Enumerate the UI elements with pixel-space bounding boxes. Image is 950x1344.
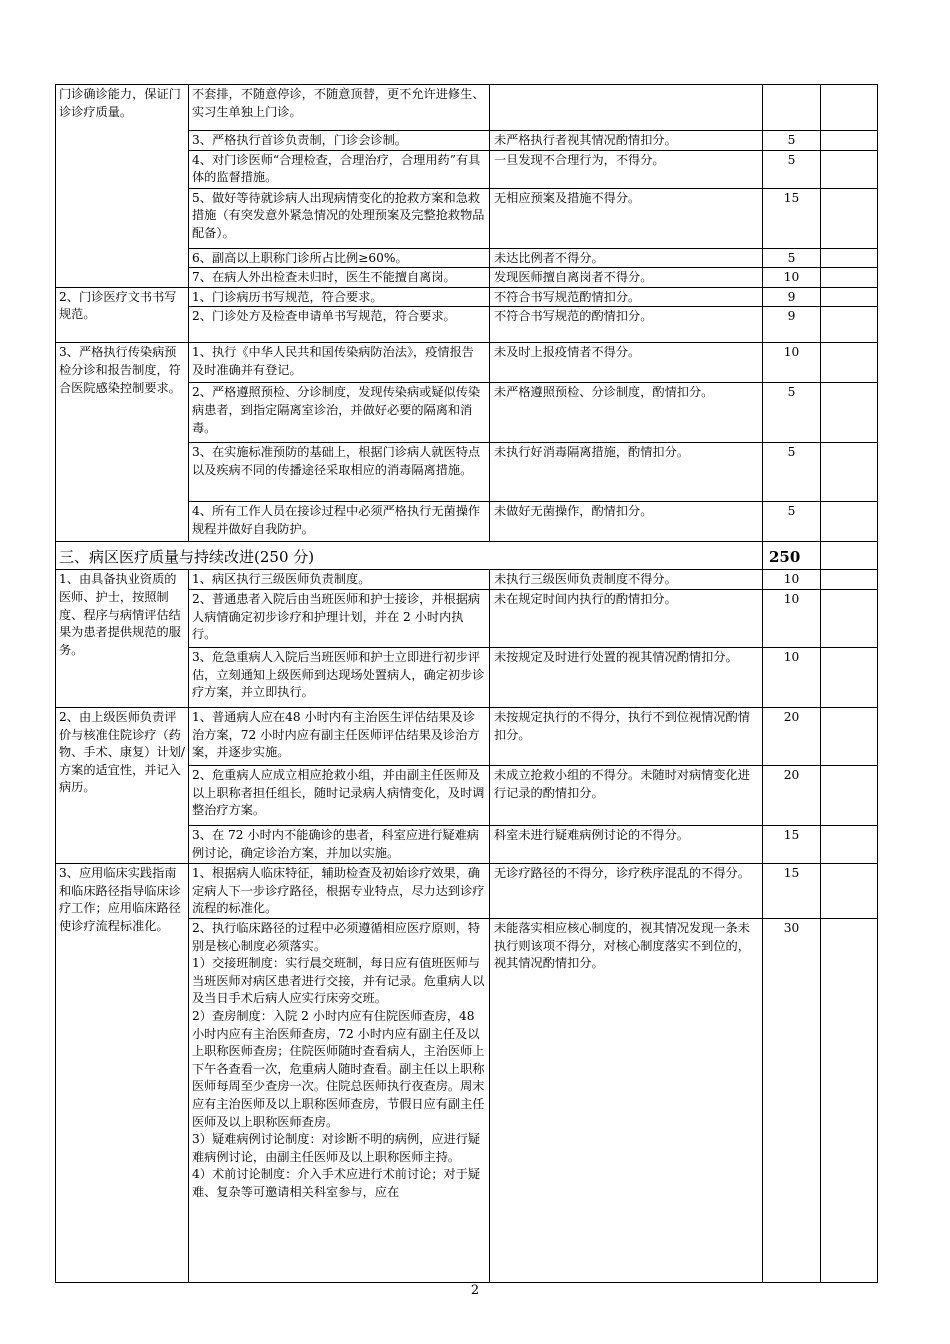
evaluation-table [55, 84, 878, 1283]
evaluation-table-container [55, 84, 877, 1283]
deduction-cell: 无诊疗路径的不得分，诊疗秩序混乱的不得分。 [490, 863, 763, 918]
section-score: 250 [763, 542, 821, 570]
deduction-cell: 未严格遵照预检、分诊制度，酌情扣分。 [490, 383, 763, 443]
blank-cell [821, 383, 878, 443]
deduction-cell: 未及时上报疫情者不得分。 [490, 343, 763, 383]
item-cell: 7、在病人外出检查未归时，医生不能擅自离岗。 [189, 268, 490, 288]
table-row [56, 863, 878, 918]
blank-cell [821, 307, 878, 343]
standard-cell: 3、应用临床实践指南和临床路径指导临床诊疗工作；应用临床路径使诊疗流程标准化。 [56, 863, 189, 1282]
table-row [56, 343, 878, 383]
item-cell: 2、危重病人应成立相应抢救小组，并由副主任医师及以上职称者担任组长，随时记录病人病情变化，及时调整治疗方案。 [189, 765, 490, 825]
deduction-cell: 无相应预案及措施不得分。 [490, 188, 763, 248]
standard-cell: 2、由上级医师负责评价与核准住院诊疗（药物、手术、康复）计划/方案的适宜性，并记入病历。 [56, 707, 189, 863]
deduction-cell [490, 85, 763, 131]
table-row [56, 287, 878, 307]
score-cell: 5 [763, 502, 821, 542]
item-cell: 2、普通患者入院后由当班医师和护士接诊，并根据病人病情确定初步诊疗和护理计划，并在 2 小时内执行。 [189, 589, 490, 647]
score-cell: 10 [763, 589, 821, 647]
deduction-cell: 未按规定执行的不得分，执行不到位视情况酌情扣分。 [490, 707, 763, 765]
blank-cell [821, 765, 878, 825]
page-number: 2 [470, 1283, 480, 1298]
item-cell: 3、严格执行首诊负责制，门诊会诊制。 [189, 131, 490, 151]
deduction-cell: 发现医师擅自离岗者不得分。 [490, 268, 763, 288]
deduction-cell: 未做好无菌操作，酌情扣分。 [490, 502, 763, 542]
score-cell: 5 [763, 383, 821, 443]
deduction-cell: 不符合书写规范的酌情扣分。 [490, 307, 763, 343]
blank-cell [821, 863, 878, 918]
blank-cell [821, 918, 878, 1282]
item-cell: 3、在实施标准预防的基础上，根据门诊病人就医特点以及疾病不同的传播途径采取相应的消毒隔离措施。 [189, 443, 490, 502]
score-cell: 10 [763, 343, 821, 383]
item-cell: 6、副高以上职称门诊所占比例≥60%。 [189, 248, 490, 268]
item-paragraph: 2）查房制度：入院 2 小时内应有住院医师查房，48 小时内应有主治医师查房，72 小时内应有副主任及以上职称医师查房；住院医师随时查看病人，主治医师上下午各查看一次，危重病人随时查看。副主任以上职称医师每周至少查房一次。住院总医师执行夜查房。周末应有主治医师及以上职称医师查房，节假日应有副主任医师及以上职称医师查房。 [192, 1008, 485, 1129]
deduction-cell: 未严格执行者视其情况酌情扣分。 [490, 131, 763, 151]
item-cell: 1、根据病人临床特征，辅助检查及初始诊疗效果，确定病人下一步诊疗路径，根据专业特点，尽力达到诊疗流程的标准化。 [189, 863, 490, 918]
score-cell: 5 [763, 443, 821, 502]
score-cell: 5 [763, 248, 821, 268]
deduction-cell: 未按规定及时进行处置的视其情况酌情扣分。 [490, 647, 763, 707]
table-row [56, 85, 878, 131]
blank-cell [821, 589, 878, 647]
blank-cell [821, 443, 878, 502]
item-cell: 1、病区执行三级医师负责制度。 [189, 570, 490, 590]
score-cell: 10 [763, 647, 821, 707]
item-cell: 4、对门诊医师“合理检查，合理治疗，合理用药”有具体的监督措施。 [189, 150, 490, 188]
deduction-cell: 未达比例者不得分。 [490, 248, 763, 268]
score-cell: 5 [763, 131, 821, 151]
item-paragraph: 2、执行临床路径的过程中必须遵循相应医疗原则，特别是核心制度必须落实。 [192, 920, 481, 953]
blank-cell [821, 188, 878, 248]
blank-cell [821, 287, 878, 307]
item-cell: 4、所有工作人员在接诊过程中必须严格执行无菌操作规程并做好自我防护。 [189, 502, 490, 542]
table-row [56, 707, 878, 765]
standard-cell: 1、由具备执业资质的医师、护士，按照制度、程序与病情评估结果为患者提供规范的服务。 [56, 570, 189, 708]
blank-cell [821, 248, 878, 268]
item-cell: 不套排，不随意停诊，不随意顶替，更不允许进修生、实习生单独上门诊。 [189, 85, 490, 131]
deduction-cell: 未在规定时间内执行的酌情扣分。 [490, 589, 763, 647]
score-cell: 10 [763, 570, 821, 590]
item-cell [189, 918, 490, 1282]
evaluation-table-body [56, 85, 878, 1283]
item-cell: 1、门诊病历书写规范，符合要求。 [189, 287, 490, 307]
score-cell: 15 [763, 825, 821, 863]
item-cell: 1、普通病人应在48 小时内有主治医生评估结果及诊治方案，72 小时内应有副主任医师评估结果及诊治方案，并逐步实施。 [189, 707, 490, 765]
item-cell: 5、做好等待就诊病人出现病情变化的抢救方案和急救措施（有突发意外紧急情况的处理预案及完整抢救物品配备）。 [189, 188, 490, 248]
deduction-cell: 未成立抢救小组的不得分。未随时对病情变化进行记录的酌情扣分。 [490, 765, 763, 825]
item-paragraph: 4）术前讨论制度：介入手术应进行术前讨论；对于疑难、复杂等可邀请相关科室参与，应在 [192, 1167, 481, 1199]
score-cell: 20 [763, 707, 821, 765]
blank-cell [821, 570, 878, 590]
score-cell: 5 [763, 150, 821, 188]
blank-cell [821, 343, 878, 383]
table-row [56, 570, 878, 590]
score-cell: 20 [763, 765, 821, 825]
item-cell: 3、在 72 小时内不能确诊的患者，科室应进行疑难病例讨论，确定诊治方案，并加以实施。 [189, 825, 490, 863]
standard-cell: 3、严格执行传染病预检分诊和报告制度，符合医院感染控制要求。 [56, 343, 189, 542]
deduction-cell: 不符合书写规范酌情扣分。 [490, 287, 763, 307]
item-cell: 3、危急重病人入院后当班医师和护士立即进行初步评估，立刻通知上级医师到达现场处置病人，确定初步诊疗方案，并立即执行。 [189, 647, 490, 707]
deduction-cell: 未执行三级医师负责制度不得分。 [490, 570, 763, 590]
blank-cell [821, 150, 878, 188]
score-cell: 15 [763, 863, 821, 918]
blank-cell [821, 131, 878, 151]
blank-cell [821, 542, 878, 570]
score-cell: 9 [763, 287, 821, 307]
score-cell: 30 [763, 918, 821, 1282]
deduction-cell: 一旦发现不合理行为，不得分。 [490, 150, 763, 188]
deduction-cell: 未执行好消毒隔离措施，酌情扣分。 [490, 443, 763, 502]
deduction-cell: 未能落实相应核心制度的，视其情况发现一条未执行则该项不得分，对核心制度落实不到位的，视其情况酌情扣分。 [490, 918, 763, 1282]
blank-cell [821, 825, 878, 863]
blank-cell [821, 268, 878, 288]
blank-cell [821, 85, 878, 131]
blank-cell [821, 502, 878, 542]
item-paragraph: 3）疑难病例讨论制度：对诊断不明的病例，应进行疑难病例讨论，由副主任医师及以上职称医师主持。 [192, 1132, 481, 1164]
score-cell: 15 [763, 188, 821, 248]
standard-cell: 门诊确诊能力，保证门诊诊疗质量。 [56, 85, 189, 288]
blank-cell [821, 707, 878, 765]
score-cell: 9 [763, 307, 821, 343]
score-cell [763, 85, 821, 131]
deduction-cell: 科室未进行疑难病例讨论的不得分。 [490, 825, 763, 863]
item-paragraph: 1）交接班制度：实行晨交班制，每日应有值班医师与当班医师对病区患者进行交接，并有记录。危重病人以及当日手术后病人应实行床旁交班。 [192, 956, 485, 1006]
item-cell: 2、严格遵照预检、分诊制度，发现传染病或疑似传染病患者，到指定隔离室诊治，并做好必要的隔离和消毒。 [189, 383, 490, 443]
standard-cell: 2、门诊医疗文书书写规范。 [56, 287, 189, 343]
score-cell: 10 [763, 268, 821, 288]
section-title: 三、病区医疗质量与持续改进(250 分) [56, 542, 763, 570]
blank-cell [821, 647, 878, 707]
item-cell: 1、执行《中华人民共和国传染病防治法》，疫情报告及时准确并有登记。 [189, 343, 490, 383]
item-cell: 2、门诊处方及检查申请单书写规范，符合要求。 [189, 307, 490, 343]
section-header-row [56, 542, 878, 570]
